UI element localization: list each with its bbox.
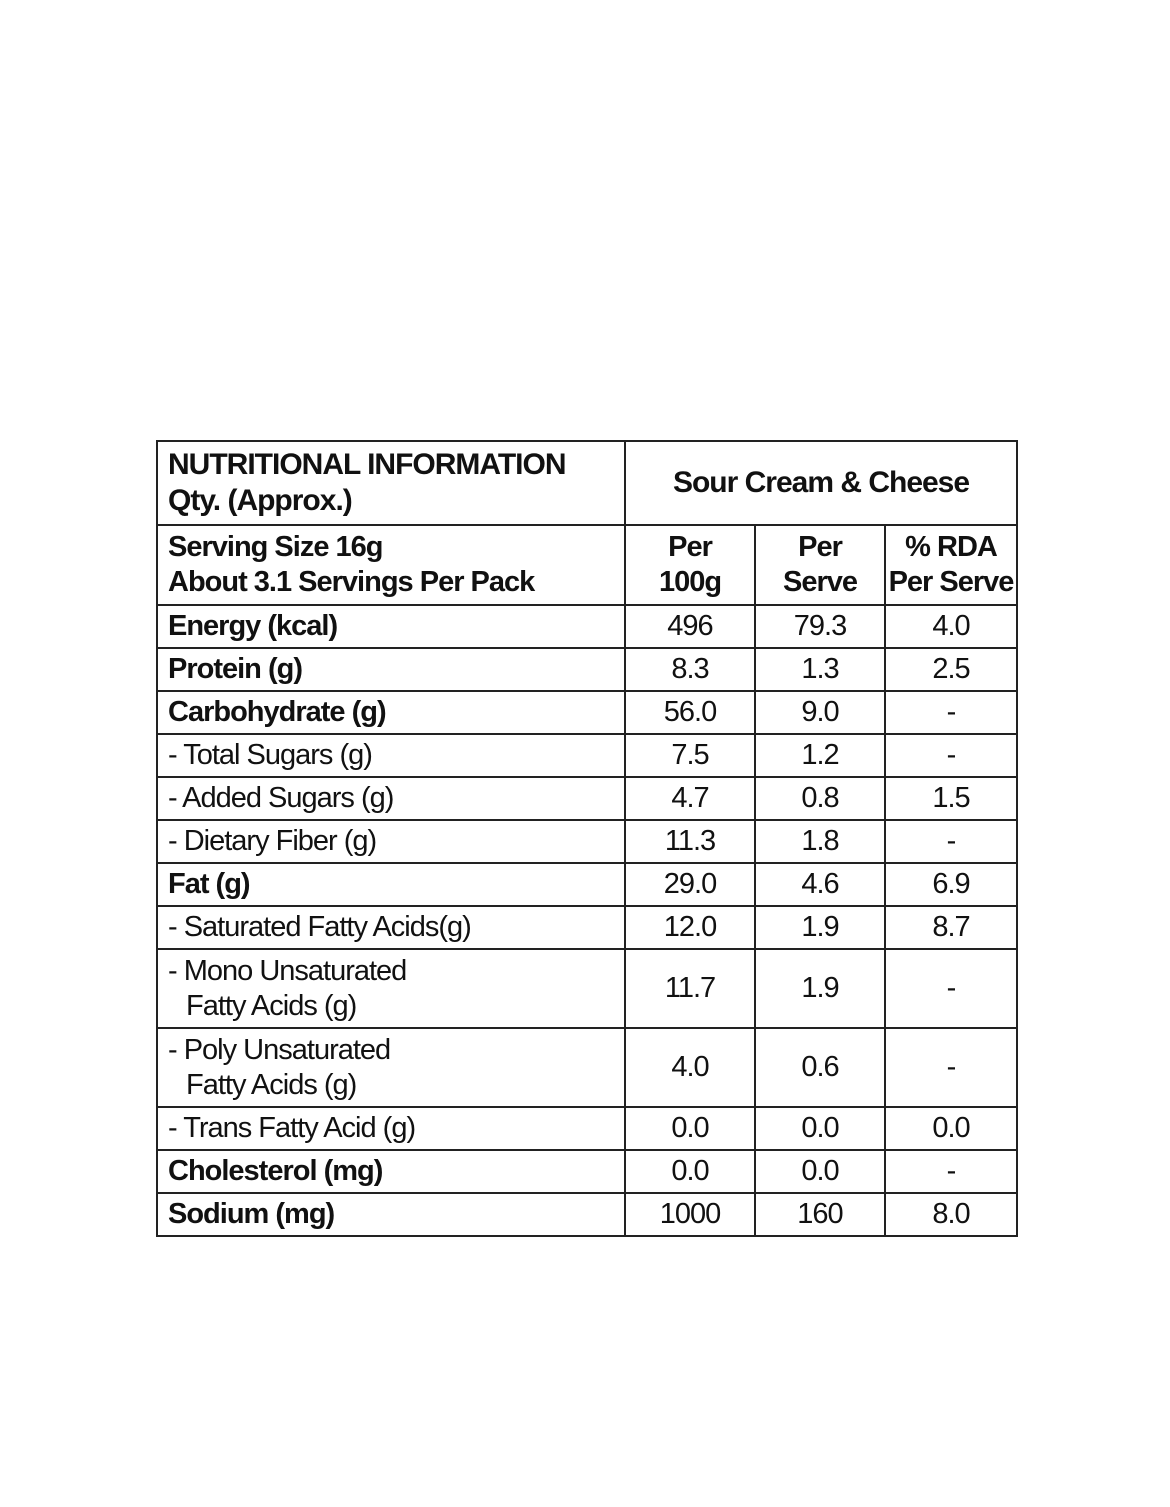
table-row [157, 1150, 1017, 1193]
serving-size: Serving Size 16g [168, 531, 383, 563]
value-per-serve: 0.0 [755, 1150, 885, 1193]
row-label: Carbohydrate (g) [157, 691, 625, 734]
table-row [157, 1028, 1017, 1107]
row-label: - Trans Fatty Acid (g) [157, 1107, 625, 1150]
value-per-serve: 1.2 [755, 734, 885, 777]
table-row [157, 605, 1017, 648]
table-row [157, 820, 1017, 863]
product-name: Sour Cream & Cheese [625, 441, 1017, 525]
table-title: NUTRITIONAL INFORMATION [168, 448, 566, 481]
column-header-per-serve [755, 525, 885, 605]
table-row [157, 734, 1017, 777]
row-label-line: - Poly Unsaturated [168, 1033, 391, 1066]
serving-cell [157, 525, 625, 605]
value-per-serve: 1.9 [755, 949, 885, 1028]
column-header-line: Per [668, 531, 712, 563]
value-rda: - [885, 1028, 1017, 1107]
value-per-100g: 12.0 [625, 906, 755, 949]
value-per-100g: 29.0 [625, 863, 755, 906]
table-row [157, 949, 1017, 1028]
value-per-serve: 0.8 [755, 777, 885, 820]
value-per-100g: 0.0 [625, 1107, 755, 1150]
header-cell [157, 441, 625, 525]
column-header-line: Per Serve [888, 566, 1014, 598]
row-label: - Saturated Fatty Acids(g) [157, 906, 625, 949]
table-subtitle: Qty. (Approx.) [168, 484, 352, 517]
value-rda: 8.0 [885, 1193, 1017, 1236]
table-row [157, 777, 1017, 820]
value-rda: 0.0 [885, 1107, 1017, 1150]
value-rda: - [885, 1150, 1017, 1193]
row-label-line: Fatty Acids (g) [186, 989, 357, 1022]
column-header-rda [885, 525, 1017, 605]
servings-per-pack: About 3.1 Servings Per Pack [168, 566, 535, 598]
column-header-line: % RDA [905, 531, 997, 563]
table-row [157, 863, 1017, 906]
row-label: Energy (kcal) [157, 605, 625, 648]
value-per-100g: 8.3 [625, 648, 755, 691]
row-label: - Dietary Fiber (g) [157, 820, 625, 863]
value-rda: - [885, 820, 1017, 863]
value-rda: - [885, 949, 1017, 1028]
value-per-serve: 160 [755, 1193, 885, 1236]
table-row [157, 906, 1017, 949]
value-rda: - [885, 691, 1017, 734]
value-per-serve: 1.3 [755, 648, 885, 691]
value-per-100g: 7.5 [625, 734, 755, 777]
value-per-100g: 11.7 [625, 949, 755, 1028]
value-per-100g: 4.7 [625, 777, 755, 820]
value-per-100g: 1000 [625, 1193, 755, 1236]
row-label: Protein (g) [157, 648, 625, 691]
row-label [157, 1028, 625, 1107]
value-per-serve: 79.3 [755, 605, 885, 648]
value-per-100g: 496 [625, 605, 755, 648]
row-label: - Total Sugars (g) [157, 734, 625, 777]
row-label-line: Fatty Acids (g) [186, 1068, 357, 1101]
row-label: - Added Sugars (g) [157, 777, 625, 820]
column-header-line: Per [798, 531, 842, 563]
row-label: Sodium (mg) [157, 1193, 625, 1236]
nutrition-panel [156, 440, 1016, 1237]
table-row [157, 1193, 1017, 1236]
row-label: Fat (g) [157, 863, 625, 906]
value-per-100g: 11.3 [625, 820, 755, 863]
value-rda: 1.5 [885, 777, 1017, 820]
serving-row [157, 525, 1017, 605]
value-rda: 6.9 [885, 863, 1017, 906]
value-per-100g: 0.0 [625, 1150, 755, 1193]
column-header-line: Serve [782, 566, 857, 598]
table-row [157, 691, 1017, 734]
value-rda: 8.7 [885, 906, 1017, 949]
row-label-line: - Mono Unsaturated [168, 954, 407, 987]
column-header-line: 100g [658, 566, 722, 598]
column-header-per-100g [625, 525, 755, 605]
value-per-100g: 4.0 [625, 1028, 755, 1107]
value-rda: - [885, 734, 1017, 777]
table-row [157, 1107, 1017, 1150]
value-per-serve: 1.9 [755, 906, 885, 949]
table-header-row [157, 441, 1017, 525]
nutrition-table [156, 440, 1018, 1237]
table-row [157, 648, 1017, 691]
value-per-serve: 4.6 [755, 863, 885, 906]
value-per-serve: 0.0 [755, 1107, 885, 1150]
value-rda: 2.5 [885, 648, 1017, 691]
value-per-serve: 1.8 [755, 820, 885, 863]
row-label [157, 949, 625, 1028]
value-per-serve: 0.6 [755, 1028, 885, 1107]
value-rda: 4.0 [885, 605, 1017, 648]
row-label: Cholesterol (mg) [157, 1150, 625, 1193]
value-per-serve: 9.0 [755, 691, 885, 734]
value-per-100g: 56.0 [625, 691, 755, 734]
